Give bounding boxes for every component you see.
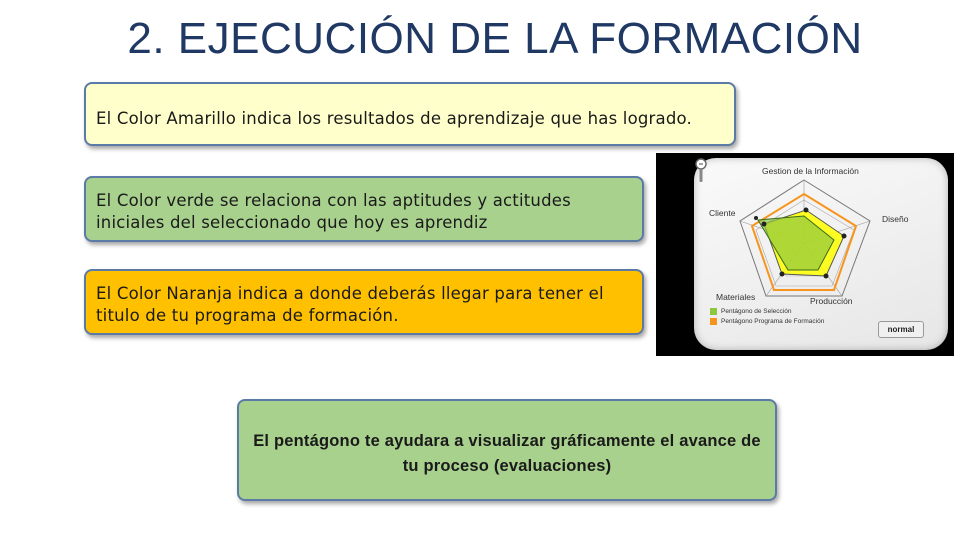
pentagon-summary-box (237, 399, 777, 501)
marker-bottom-right (824, 274, 829, 279)
legend-label-programa: Pentágono Programa de Formación (721, 318, 825, 325)
yellow-info-box (84, 82, 736, 146)
pentagon-chart-card (694, 158, 948, 350)
magnifier-icon (694, 158, 708, 184)
green-info-box (84, 176, 644, 242)
marker-left-outer (754, 216, 758, 220)
axis-label-bottom-left: Materiales (716, 292, 756, 302)
orange-info-box (84, 269, 644, 335)
legend-item-programa (710, 318, 824, 325)
axis-label-right: Diseño (882, 214, 909, 224)
chart-legend (710, 308, 824, 328)
legend-swatch-orange (710, 318, 717, 325)
legend-label-seleccion: Pentágono de Selección (721, 308, 792, 315)
pentagon-summary-text: El pentágono te ayudara a visualizar gráficamente el avance de tu proceso (evaluaciones) (253, 432, 761, 475)
normal-view-button: normal (878, 321, 924, 338)
page-title: 2. EJECUCIÓN DE LA FORMACIÓN (127, 14, 863, 63)
marker-bottom-left (780, 272, 785, 277)
legend-swatch-green (710, 308, 717, 315)
axis-label-bottom-right: Producción (810, 296, 853, 306)
legend-item-seleccion (710, 308, 824, 315)
axis-label-left: Cliente (709, 208, 736, 218)
orange-info-text: El Color Naranja indica a donde deberás llegar para tener el titulo de tu programa de formación. (96, 284, 604, 325)
yellow-info-text: El Color Amarillo indica los resultados de aprendizaje que has logrado. (96, 109, 692, 128)
marker-left (762, 222, 767, 227)
marker-right (842, 234, 847, 239)
marker-top (804, 208, 809, 213)
green-info-text: El Color verde se relaciona con las aptitudes y actitudes iniciales del seleccionado que hoy es aprendiz (96, 191, 571, 232)
pentagon-chart-image (656, 153, 954, 356)
axis-label-top: Gestion de la Información (762, 166, 859, 176)
